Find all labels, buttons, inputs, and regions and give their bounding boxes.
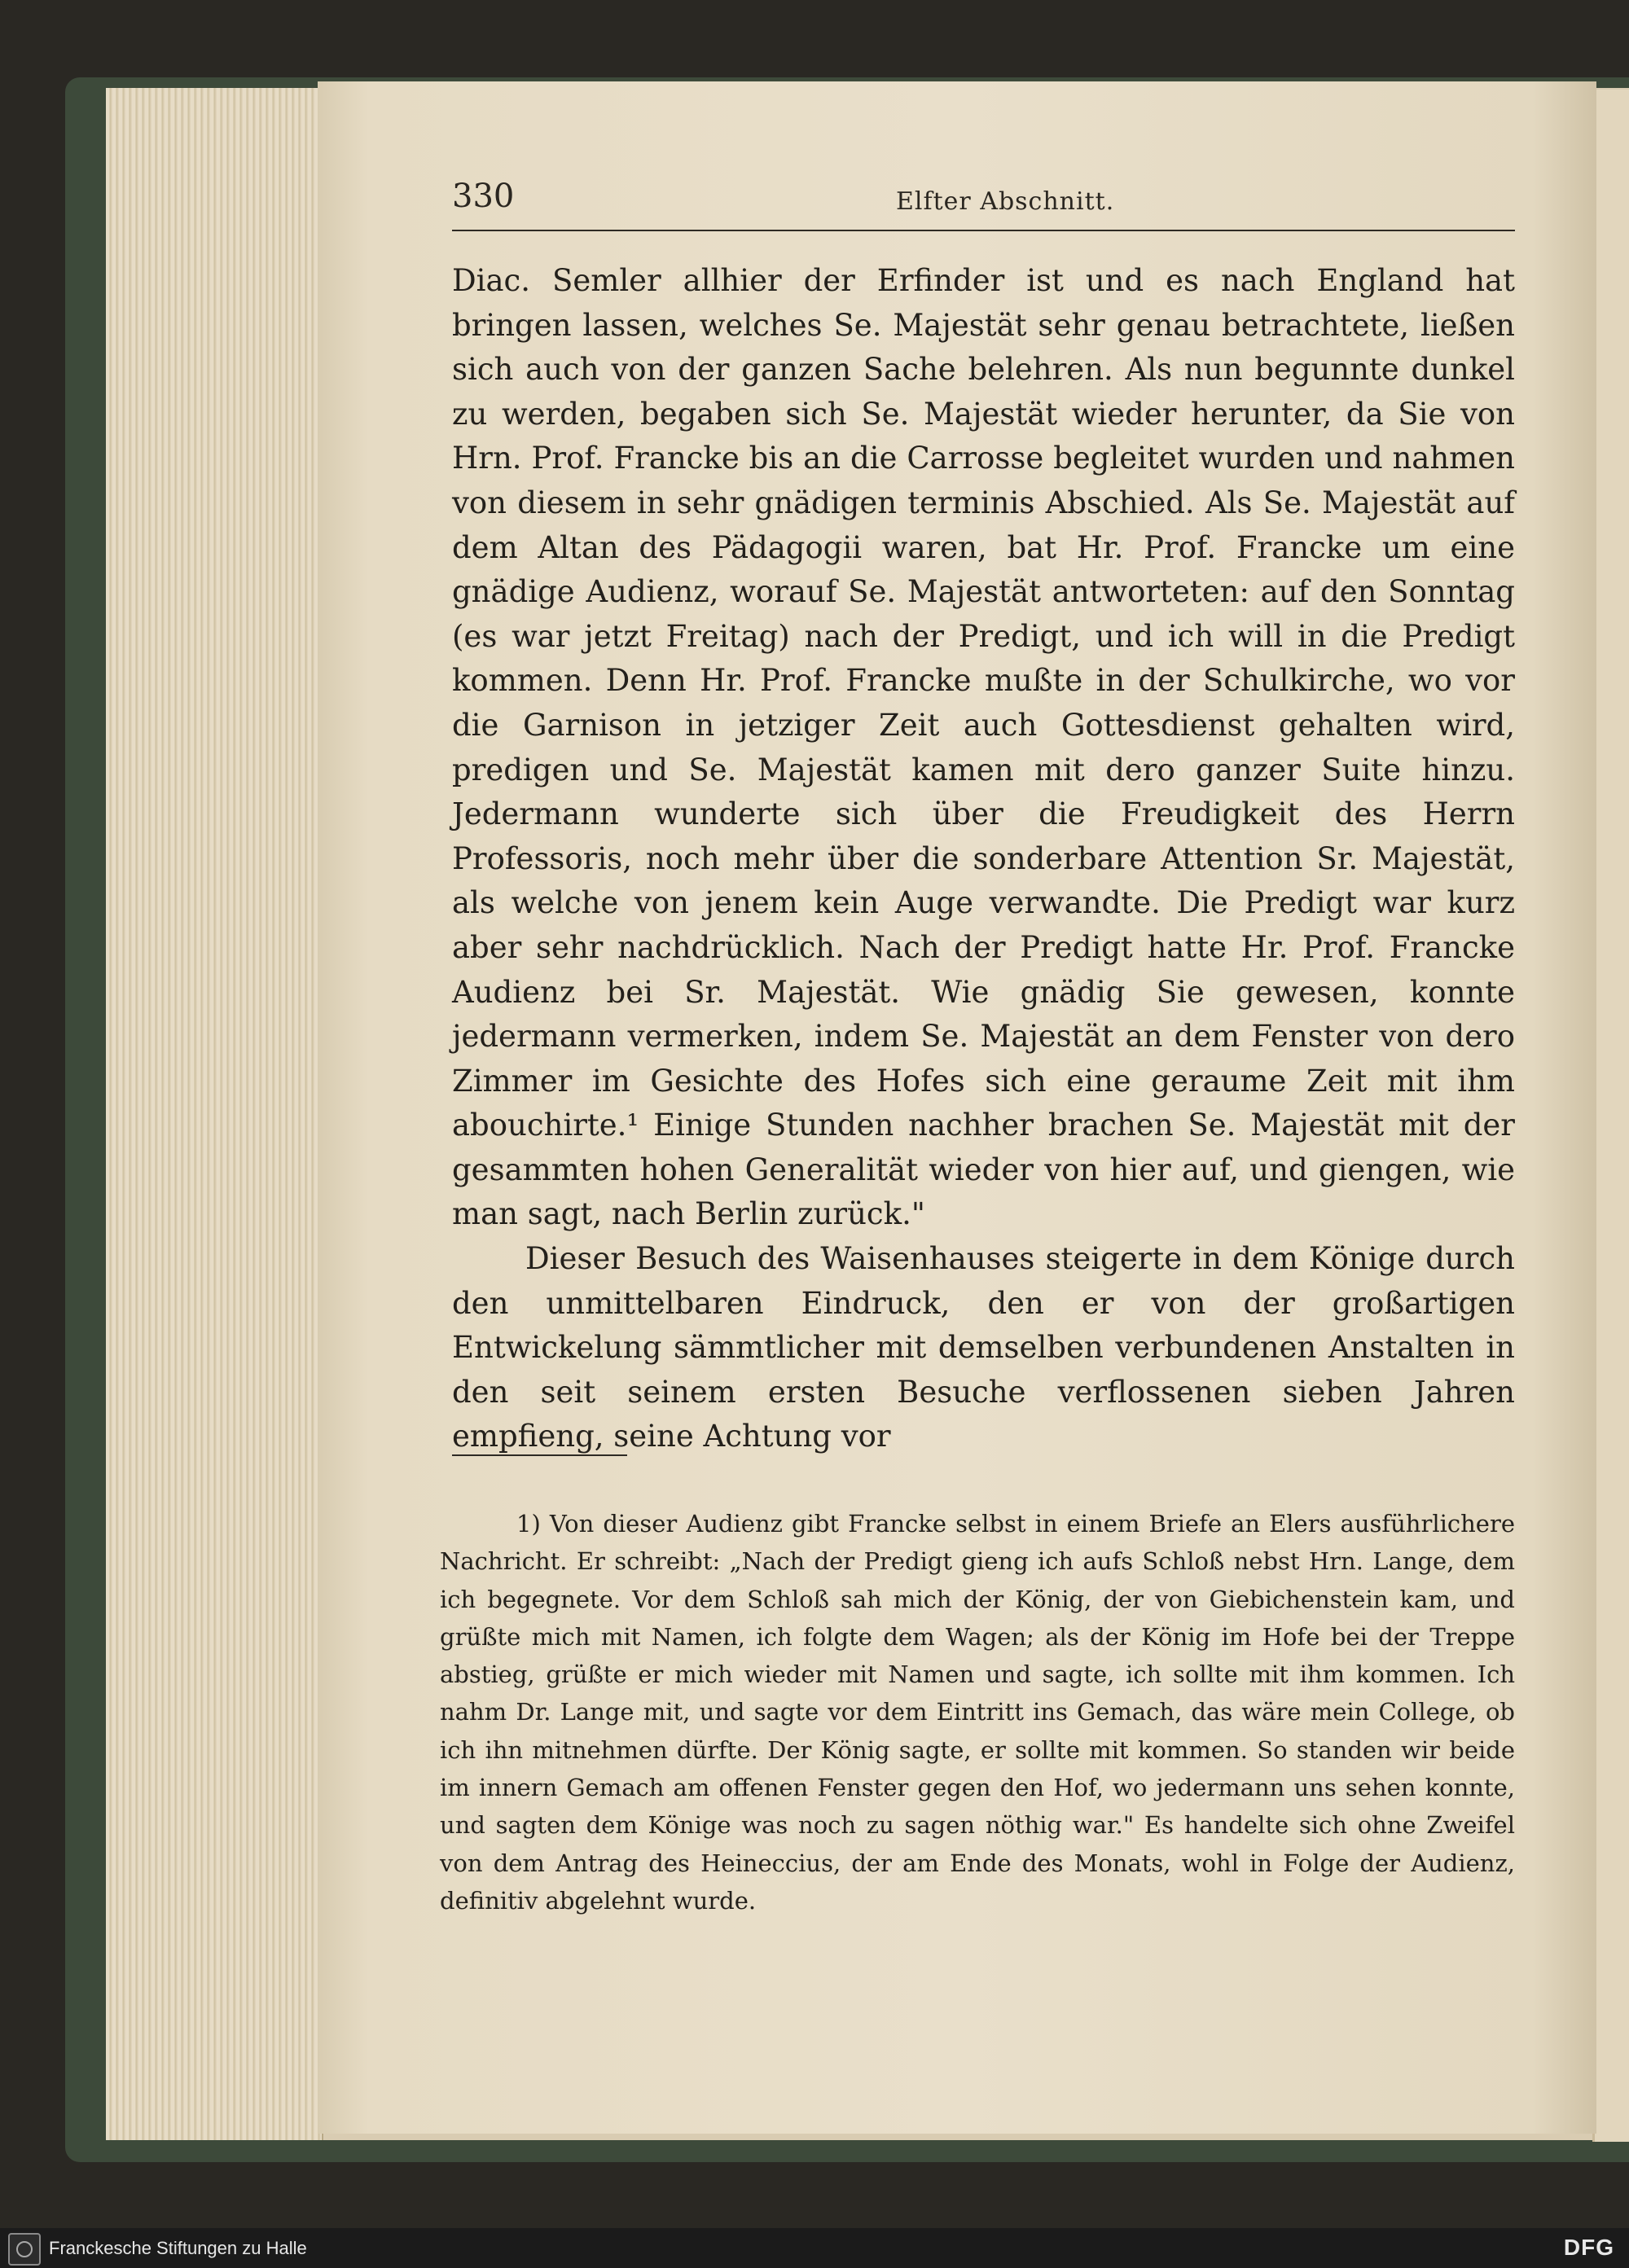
page-header [452, 171, 1515, 231]
footnote [440, 1505, 1515, 1919]
footnote-text: 1) Von dieser Audienz gibt Francke selbst in einem Briefe an Elers ausführlichere Nachricht. Er schreibt: „Nach der Predigt gieng ich aufs Schloß nebst Hrn. Lange, dem ich begegnete. Vor dem Schloß sah mich der König, der von Giebichenstein kam, und grüßte mich mit Namen, ich folgte dem Wagen; als der König im Hofe bei der Treppe abstieg, grüßte er mich wieder mit Namen und sagte, ich sollte mit ihm kommen. Ich nahm Dr. Lange mit, und sagte vor dem Eintritt ins Gemach, das wäre mein College, ob ich ihn mitnehmen dürfte. Der König sagte, er sollte mit kommen. So standen wir beide im innern Gemach am offenen Fenster gegen den Hof, wo jedermann uns sehen konnte, und sagten dem Könige was noch zu sagen nöthig war." Es handelte sich ohne Zweifel von dem Antrag des Heineccius, der am Ende des Monats, wohl in Folge der Audienz, definitiv abgelehnt wurde. [440, 1510, 1515, 1915]
main-text [452, 259, 1515, 1459]
foundation-seal-icon [8, 2233, 41, 2266]
paragraph: Dieser Besuch des Waisenhauses steigerte in dem Könige durch den unmittelbaren Eindruck, den er von der großartigen Entwickelung sämmtlicher mit demselben verbundenen Anstalten in den seit seinem ersten Besuche verflossenen sieben Jahren empfieng, seine Achtung vor [452, 1241, 1515, 1454]
page-number: 330 [452, 178, 515, 215]
paragraph: Diac. Semler allhier der Erfinder ist und es nach England hat bringen lassen, welches Se. Majestät sehr genau betrachtete, ließen sich auch von der ganzen Sache belehren. Als nun begunnte dunkel zu werden, begaben sich Se. Majestät wieder herunter, da Sie von Hrn. Prof. Francke bis an die Carrosse begleitet wurden und nahmen von diesem in sehr gnädigen terminis Abschied. Als Se. Majestät auf dem Altan des Pädagogii waren, bat Hr. Prof. Francke um eine gnädige Audienz, worauf Se. Majestät antworteten: auf den Sonntag (es war jetzt Freitag) nach der Predigt, und ich will in die Predigt kommen. Denn Hr. Prof. Francke mußte in der Schulkirche, wo vor die Garnison in jetziger Zeit auch Gottesdienst gehalten wird, predigen und Se. Majestät kamen mit dero ganzer Suite hinzu. Jedermann wunderte sich über die Freudigkeit des Herrn Professoris, noch mehr über die sonderbare Attention Sr. Majestät, als welche von jenem kein Auge verwandte. Die Predigt war kurz aber sehr nachdrücklich. Nach der Predigt hatte Hr. Prof. Francke Audienz bei Sr. Majestät. Wie gnädig Sie gewesen, konnte jedermann vermerken, indem Se. Majestät an dem Fenster von dero Zimmer im Gesichte des Hofes sich eine geraume Zeit mit ihm abouchirte.¹ Einige Stunden nachher brachen Se. Majestät mit der gesammten hohen Generalität wieder von hier auf, und giengen, wie man sagt, nach Berlin zurück." [452, 263, 1515, 1232]
dfg-logo: DFG [1563, 2235, 1614, 2260]
page-edges [106, 88, 323, 2140]
running-head: Elfter Abschnitt. [896, 187, 1115, 216]
facing-page-edge [1592, 90, 1629, 2142]
viewer-footer [0, 2228, 1629, 2268]
institution-name: Franckesche Stiftungen zu Halle [49, 2238, 307, 2258]
seal-ring [16, 2241, 33, 2257]
footnote-separator [452, 1454, 627, 1456]
